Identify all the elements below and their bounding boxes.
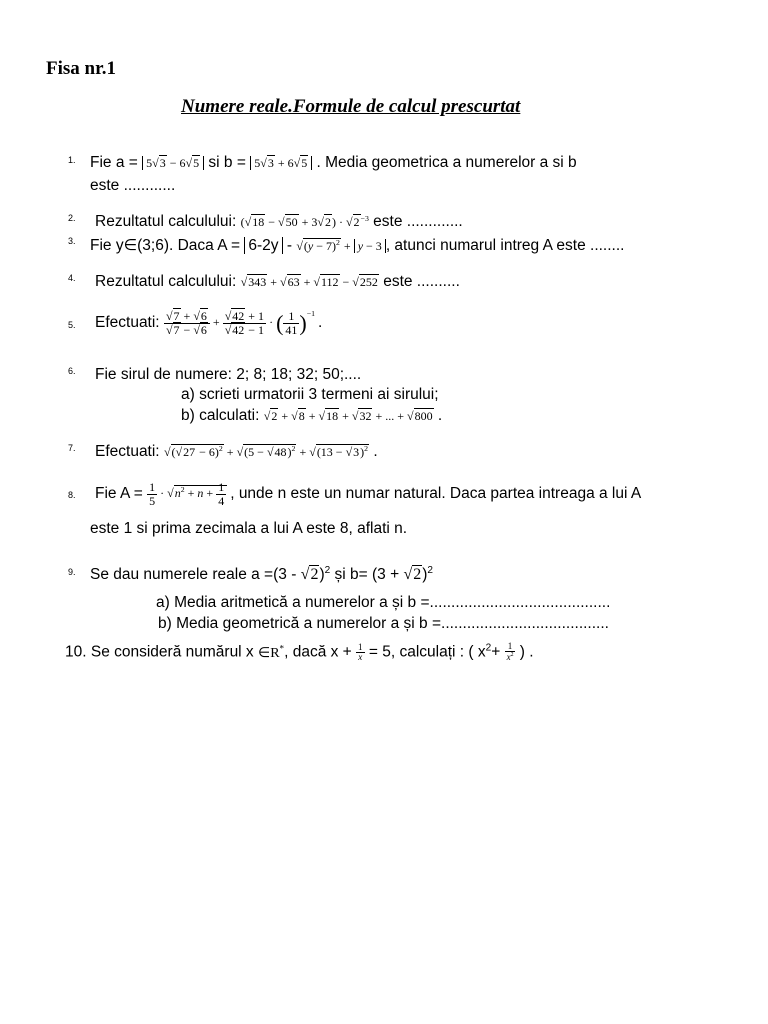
- problem-3-number: 3.: [68, 236, 76, 246]
- expr-7: √ (√ 27 − 6)$^2$ + √ (5 − √ 48)$^2$ + √ (13 − √ 3)$^2$: [164, 445, 369, 459]
- expr-5: √ 7 + √ 6 √ 7 − √ 6 + √ 42 + 1 √ 42 − 1 · ( $\frac{1}{41}$ )$^{-1}$: [164, 315, 318, 329]
- expr-8: $\frac{1}{5}$ · √ $n^2 + n$ + $\frac{1}{4}$: [147, 486, 230, 500]
- problem-5-number: 5.: [68, 320, 76, 330]
- problem-4-line: Rezultatul calculului: √ 343 + √ 63 + √ 112 − √ 252 este ..........: [95, 273, 460, 291]
- problem-2-line: Rezultatul calculului: (√ 18 − √ 50 + 3√ 2) · √ $2^{-3}$ este .............: [95, 213, 463, 231]
- problem-8-number: 8.: [68, 490, 76, 500]
- problem-8-line-2: este 1 si prima zecimala a lui A este 8, aflati n.: [90, 520, 408, 537]
- problem-10-line: 10. Se consideră numărul x ∈R*, dacă x + $\frac{1}{x}$ = 5, calculați : ( $x^2+$ $\frac{1}{x^2}$ ) .: [65, 641, 534, 663]
- expr-2: (√ 18 − √ 50 + 3√ 2) · √ $2^{-3}$: [241, 215, 369, 229]
- problem-9-line-2: a) Media aritmetică a numerelor a și b =..........................................: [156, 594, 611, 611]
- problem-8-line-1: Fie A = $\frac{1}{5}$ · √ $n^2 + n$ + $\frac{1}{4}$ , unde n este un numar natural. Daca partea intreaga a lui A: [95, 481, 641, 507]
- problem-3-line: Fie y∈(3;6). Daca A = 6-2y - √ $(y - 7)^2 + y - 3$ , atunci numarul intreg A este ........: [90, 236, 624, 255]
- problem-6-line-2: a) scrieti urmatorii 3 termeni ai sirului;: [181, 386, 439, 403]
- problem-5-line: Efectuati: √ 7 + √ 6 √ 7 − √ 6 + √ 42 + 1 √ 42 − 1 · ( $\frac{1}{41}$ )$^{-1}$ .: [95, 310, 322, 336]
- problem-2-number: 2.: [68, 213, 76, 223]
- problem-4-number: 4.: [68, 273, 76, 283]
- problem-7-line: Efectuati: √ (√ 27 − 6)$^2$ + √ (5 − √ 48)$^2$ + √ (13 − √ 3)$^2$ .: [95, 443, 378, 461]
- problem-1-line-1: Fie a = 5√ 3 − 6√ 5 si b = 5√ 3 + 6√ 5 . Media geometrica a numerelor a si b: [90, 154, 577, 172]
- sheet-label: Fisa nr.1: [46, 58, 117, 79]
- problem-6-line-3: b) calculati: √ 2 + √ 8 + √ 18 + √ 32 + ... + √ 800 .: [181, 407, 442, 425]
- expr-3: √ $(y - 7)^2 + y - 3$: [296, 239, 385, 253]
- problem-9-number: 9.: [68, 567, 76, 577]
- problem-9-line-3: b) Media geometrică a numerelor a și b =.......................................: [158, 615, 609, 632]
- page-title: Numere reale.Formule de calcul prescurtat: [181, 96, 521, 117]
- problem-1-number: 1.: [68, 155, 76, 165]
- problem-6-number: 6.: [68, 366, 76, 376]
- abs-b: 5√ 3 + 6√ 5: [250, 156, 312, 170]
- expr-6: √ 2 + √ 8 + √ 18 + √ 32 + ... + √ 800: [264, 409, 434, 423]
- problem-7-number: 7.: [68, 443, 76, 453]
- expr-4: √ 343 + √ 63 + √ 112 − √ 252: [241, 275, 379, 289]
- problem-1-line-2: este ............: [90, 177, 176, 194]
- problem-9-line-1: Se dau numerele reale a =(3 - √ 2)$^2$ și b= (3 + √ 2)$^2$: [90, 565, 433, 584]
- problem-6-line-1: Fie sirul de numere: 2; 8; 18; 32; 50;....: [95, 366, 362, 383]
- abs-a: 5√ 3 − 6√ 5: [142, 156, 204, 170]
